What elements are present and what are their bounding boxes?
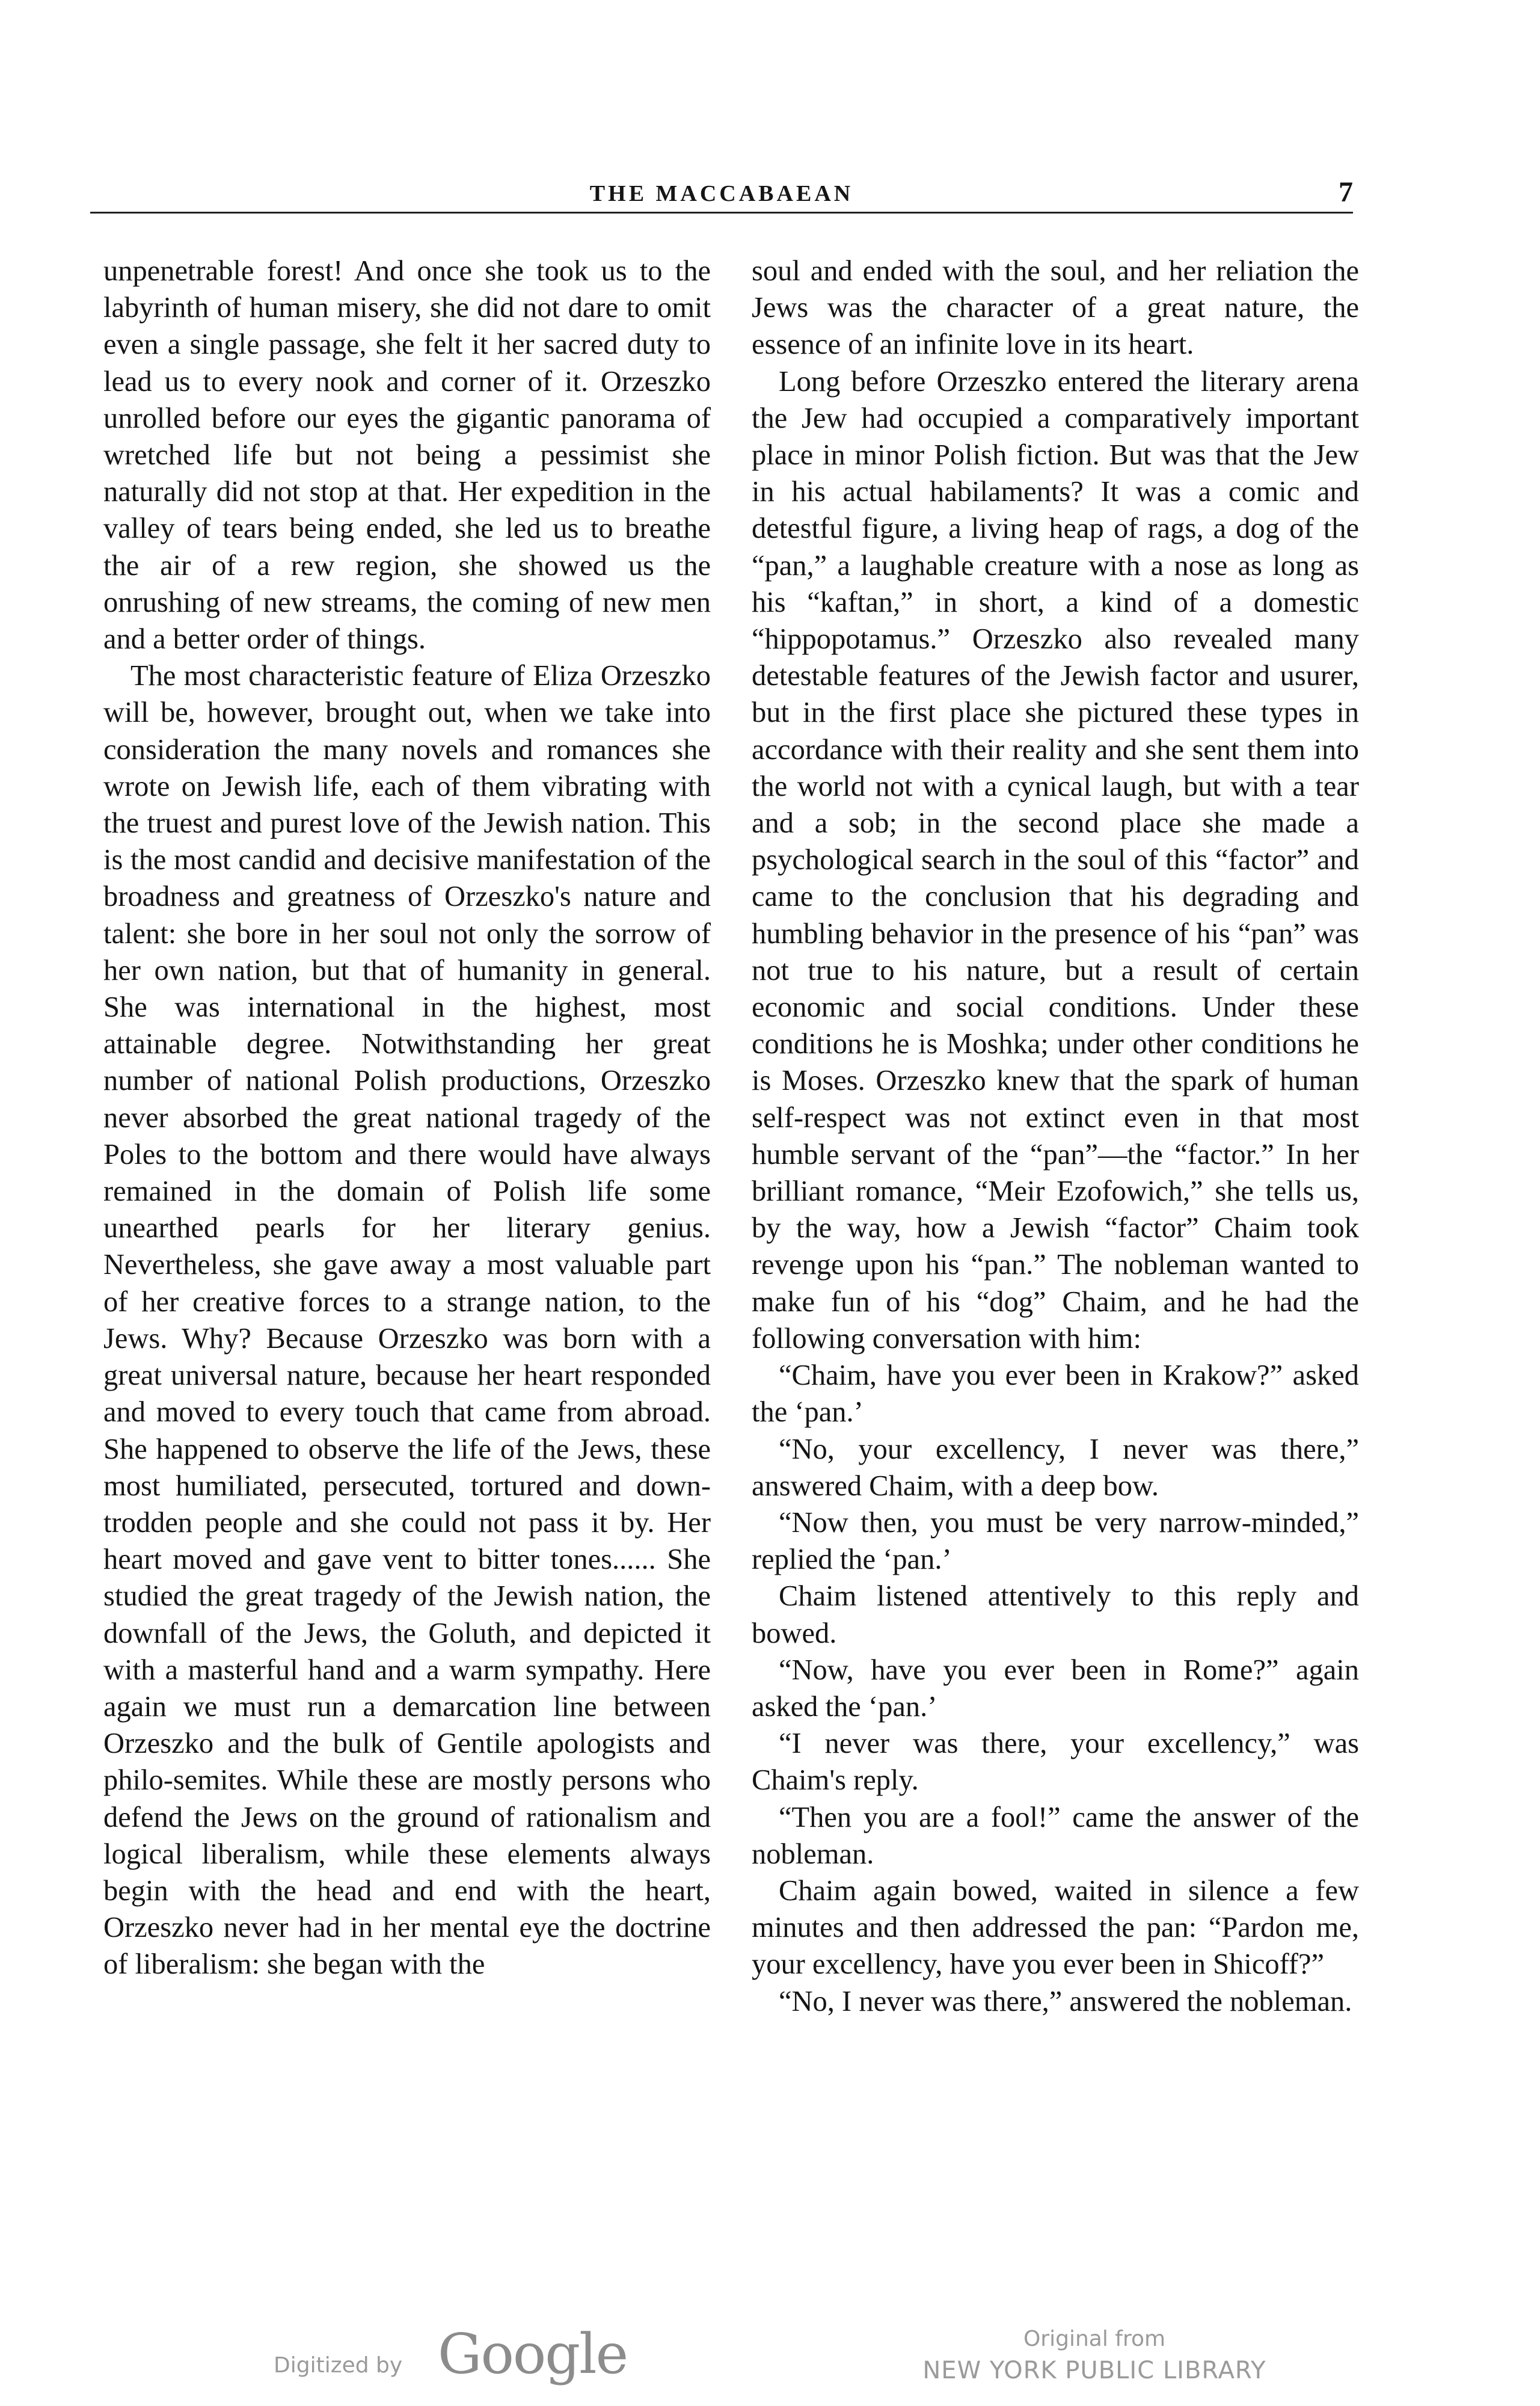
page-number: 7	[1339, 176, 1353, 208]
paragraph: soul and ended with the soul, and her reliation the Jews was the character of a great nature, the essence of an infinite love in its heart.	[752, 255, 1359, 361]
dialogue-paragraph: “Now then, you must be very narrow-minded,” replied the ‘pan.’	[752, 1506, 1359, 1576]
right-column	[752, 253, 1359, 2020]
paragraph: unpenetrable forest! And once she took us to the labyrinth of human misery, she did not dare to omit even a single passage, she felt it her sacred duty to lead us to every nook and corner of it. Orzeszko unrolled before our eyes the gigantic panorama of wretched life but not being a pessimist she naturally did not stop at that. Her expedition in the valley of tears being ended, she led us to breathe the air of a rew region, she showed us the onrushing of new streams, the coming of new men and a better order of things.	[103, 255, 711, 656]
digitized-by-label: Digitized by	[274, 2353, 403, 2378]
page-header	[90, 176, 1353, 212]
dialogue-paragraph: “Now, have you ever been in Rome?” again asked the ‘pan.’	[752, 1654, 1359, 1723]
google-logo: Google	[438, 2322, 628, 2386]
header-rule	[90, 212, 1353, 214]
dialogue-paragraph: Chaim again bowed, waited in silence a few minutes and then addressed the pan: “Pardon me, your excellency, have you ever been in Shicoff?”	[752, 1874, 1359, 1981]
dialogue-paragraph: “No, your excellency, I never was there,” answered Chaim, with a deep bow.	[752, 1433, 1359, 1502]
original-from-label: Original from	[1023, 2327, 1166, 2351]
dialogue-paragraph: “Chaim, have you ever been in Krakow?” asked the ‘pan.’	[752, 1359, 1359, 1429]
left-column	[103, 253, 711, 1983]
journal-title: THE MACCABAEAN	[589, 181, 854, 206]
paragraph: Long before Orzeszko entered the literary arena the Jew had occupied a comparatively important place in minor Polish fiction. But was that the Jew in his actual habilaments? It was a comic and detestful figure, a living heap of rags, a dog of the “pan,” a laughable creature with a nose as long as his “kaftan,” in short, a kind of a domestic “hippopotamus.” Orzeszko also revealed many detestable features of the Jewish factor and usurer, but in the first place she pictured these types in accordance with their reality and she sent them into the world not with a cynical laugh, but with a tear and a sob; in the second place she made a psychological search in the soul of this “factor” and came to the conclusion that his degrading and humbling behavior in the presence of his “pan” was not true to his nature, but a result of certain economic and social conditions. Under these conditions he is Moshka; under other conditions he is Moses. Orzeszko knew that the spark of human self-respect was not extinct even in that most humble servant of the “pan”—the “factor.” In her brilliant romance, “Meir Ezofowich,” she tells us, by the way, how a Jewish “factor” Chaim took revenge upon his “pan.” The nobleman wanted to make fun of his “dog” Chaim, and he had the following conversation with him:	[752, 365, 1359, 1355]
dialogue-paragraph: “Then you are a fool!” came the answer of the nobleman.	[752, 1801, 1359, 1870]
dialogue-paragraph: Chaim listened attentively to this reply and bowed.	[752, 1580, 1359, 1649]
paragraph: The most characteristic feature of Eliza Orzeszko will be, however, brought out, when we take into consideration the many novels and romances she wrote on Jewish life, each of them vibrating with the truest and purest love of the Jewish nation. This is the most candid and decisive manifestation of the broadness and greatness of Orzeszko's nature and talent: she bore in her soul not only the sorrow of her own nation, but that of humanity in general. She was international in the highest, most attainable degree. Notwithstanding her great number of national Polish productions, Orzeszko never absorbed the great national tragedy of the Poles to the bottom and there would have always remained in the domain of Polish life some unearthed pearls for her literary genius. Nevertheless, she gave away a most valuable part of her creative forces to a strange nation, to the Jews. Why? Because Orzeszko was born with a great universal nature, because her heart responded and moved to every touch that came from abroad. She happened to observe the life of the Jews, these most humiliated, persecuted, tortured and down-trodden people and she could not pass it by. Her heart moved and gave vent to bitter tones...... She studied the great tragedy of the Jewish nation, the downfall of the Jews, the Goluth, and depicted it with a masterful hand and a warm sympathy. Here again we must run a demarcation line between Orzeszko and the bulk of Gentile apologists and philo-semites. While these are mostly persons who defend the Jews on the ground of rationalism and logical liberalism, while these elements always begin with the head and end with the heart, Orzeszko never had in her mental eye the doctrine of liberalism: she began with the	[103, 660, 711, 1981]
digitization-footer	[0, 2322, 1540, 2388]
dialogue-paragraph: “No, I never was there,” answered the nobleman.	[779, 1985, 1352, 2017]
dialogue-paragraph: “I never was there, your excellency,” was Chaim's reply.	[752, 1728, 1359, 1797]
library-name: NEW YORK PUBLIC LIBRARY	[922, 2357, 1266, 2384]
